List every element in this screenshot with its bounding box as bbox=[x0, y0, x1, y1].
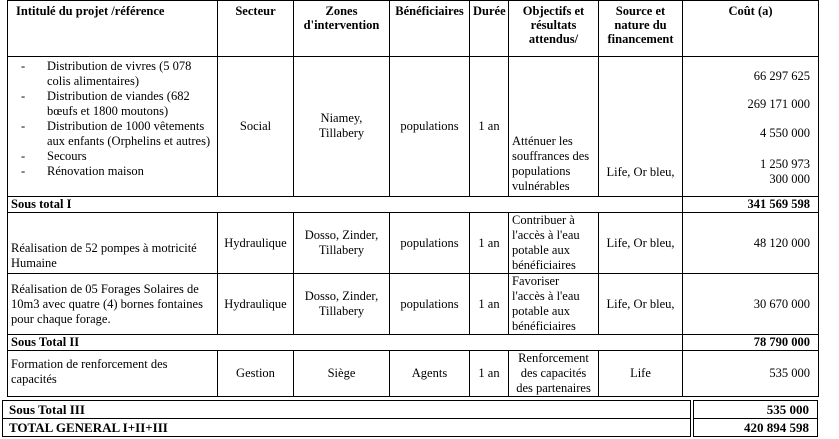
project-cell: Formation de renforcement des capacités bbox=[8, 351, 218, 397]
zones-cell: Siège bbox=[294, 351, 390, 397]
subtotal-row bbox=[8, 335, 819, 351]
cost-value: 66 297 625 bbox=[753, 69, 810, 83]
list-item: - Distribution de vivres (5 078 colis alimentaires) bbox=[21, 59, 214, 89]
zones-cell: Dosso, Zinder, Tillabery bbox=[294, 213, 390, 274]
zones-cell: Dosso, Zinder, Tillabery bbox=[294, 274, 390, 335]
subtotal3-value: 535 000 bbox=[694, 401, 818, 419]
beneficiaries-cell: Agents bbox=[390, 351, 470, 397]
header-cost: Coût (a) bbox=[683, 1, 819, 57]
table-row bbox=[8, 351, 819, 397]
list-item: - Rénovation maison bbox=[21, 164, 214, 179]
duration-cell: 1 an bbox=[470, 351, 509, 397]
objectives-cell: Renforcement des capacités des partenaires bbox=[509, 351, 599, 397]
header-duration: Durée bbox=[470, 1, 509, 57]
cost-value: 1 250 973 bbox=[760, 157, 810, 171]
totals-labels-table bbox=[2, 400, 691, 437]
header-row bbox=[8, 1, 819, 57]
beneficiaries-cell: populations bbox=[390, 213, 470, 274]
grand-total-label: TOTAL GENERAL I+II+III bbox=[3, 419, 691, 437]
objectives-cell: Favoriser l'accès à l'eau potable aux bénéficiaires bbox=[509, 274, 599, 335]
sector-cell: Hydraulique bbox=[218, 274, 294, 335]
subtotal-value: 341 569 598 bbox=[683, 197, 819, 213]
subtotal-row bbox=[694, 401, 818, 419]
table-row bbox=[8, 213, 819, 274]
sector-cell: Gestion bbox=[218, 351, 294, 397]
subtotal-label: Sous total I bbox=[8, 197, 683, 213]
header-objectives: Objectifs et résultats attendus/ bbox=[509, 1, 599, 57]
subtotal-label: Sous Total II bbox=[8, 335, 683, 351]
cost-value: 269 171 000 bbox=[747, 97, 810, 111]
zones-cell: Niamey, Tillabery bbox=[294, 57, 390, 197]
grand-total-value: 420 894 598 bbox=[694, 419, 818, 437]
duration-cell: 1 an bbox=[470, 57, 509, 197]
funding-cell: Life, Or bleu, bbox=[599, 213, 683, 274]
costs-cell bbox=[683, 57, 819, 197]
sector-cell: Social bbox=[218, 57, 294, 197]
projects-table bbox=[7, 0, 819, 397]
header-sector: Secteur bbox=[218, 1, 294, 57]
funding-cell: Life, Or bleu, bbox=[599, 57, 683, 197]
subtotal-row bbox=[8, 197, 819, 213]
cost-cell: 535 000 bbox=[683, 351, 819, 397]
sector-cell: Hydraulique bbox=[218, 213, 294, 274]
grand-total-row bbox=[3, 419, 691, 437]
table-row bbox=[8, 274, 819, 335]
cost-value: 4 550 000 bbox=[760, 126, 810, 140]
header-funding: Source et nature du financement bbox=[599, 1, 683, 57]
cost-value: 300 000 bbox=[769, 172, 810, 186]
objectives-cell: Atténuer les souffrances des populations vulnérables bbox=[509, 57, 599, 197]
cost-cell: 30 670 000 bbox=[683, 274, 819, 335]
cost-cell: 48 120 000 bbox=[683, 213, 819, 274]
project-items-list bbox=[11, 59, 214, 179]
subtotal3-label: Sous Total III bbox=[3, 401, 691, 419]
subtotal-row bbox=[3, 401, 691, 419]
totals-values-table bbox=[693, 400, 818, 437]
subtotal-value: 78 790 000 bbox=[683, 335, 819, 351]
project-cell: Réalisation de 52 pompes à motricité Humaine bbox=[8, 213, 218, 274]
header-project: Intitulé du projet /référence bbox=[8, 1, 218, 57]
funding-cell: Life, Or bleu, bbox=[599, 274, 683, 335]
duration-cell: 1 an bbox=[470, 213, 509, 274]
funding-cell: Life bbox=[599, 351, 683, 397]
header-beneficiaries: Bénéficiaires bbox=[390, 1, 470, 57]
project-cell: Réalisation de 05 Forages Solaires de 10m3 avec quatre (4) bornes fontaines pour chaque forage. bbox=[8, 274, 218, 335]
grand-total-row bbox=[694, 419, 818, 437]
list-item: - Distribution de 1000 vêtements aux enfants (Orphelins et autres) bbox=[21, 119, 214, 149]
header-zones: Zones d'intervention bbox=[294, 1, 390, 57]
table-row bbox=[8, 57, 819, 197]
list-item: - Distribution de viandes (682 bœufs et 1800 moutons) bbox=[21, 89, 214, 119]
list-item: - Secours bbox=[21, 149, 214, 164]
duration-cell: 1 an bbox=[470, 274, 509, 335]
objectives-cell: Contribuer à l'accès à l'eau potable aux bénéficiaires bbox=[509, 213, 599, 274]
beneficiaries-cell: populations bbox=[390, 57, 470, 197]
project-items-cell bbox=[8, 57, 218, 197]
beneficiaries-cell: populations bbox=[390, 274, 470, 335]
